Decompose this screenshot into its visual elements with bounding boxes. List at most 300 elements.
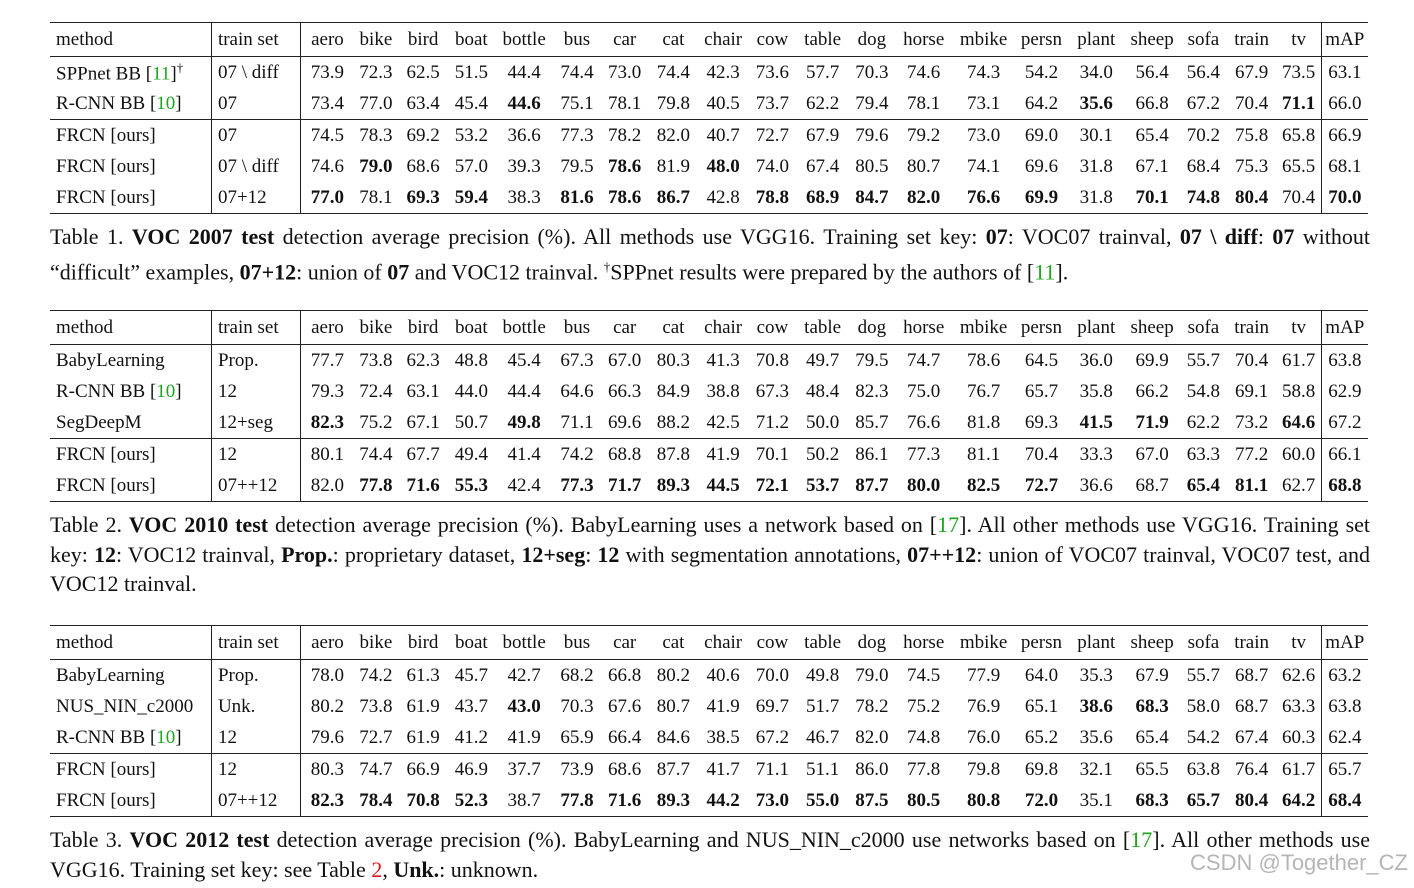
column-header: mAP (1321, 626, 1368, 660)
value-cell: 73.7 (755, 93, 790, 114)
value-cell: 68.3 (1135, 696, 1169, 717)
method-name: FRCN [ours] (56, 475, 156, 496)
method-cell (50, 691, 211, 722)
caption-text: and VOC12 trainval. (409, 258, 604, 284)
value-cell: 41.3 (706, 350, 740, 371)
table-row (50, 376, 1368, 407)
value-cell: 68.8 (600, 439, 649, 471)
citation-link[interactable]: 17 (937, 512, 960, 537)
value-cell: 76.0 (966, 727, 1001, 748)
table-row (50, 151, 1368, 182)
value-cell: 42.3 (706, 62, 740, 83)
value-cell: 82.0 (301, 470, 354, 502)
value-cell: 67.9 (1135, 665, 1169, 686)
value-cell: 82.3 (310, 412, 345, 433)
value-cell: 45.7 (454, 665, 488, 686)
column-header: method (50, 626, 211, 660)
value-cell: 69.3 (398, 182, 448, 214)
value-cell: 66.9 (1321, 120, 1368, 152)
value-cell: 82.5 (953, 470, 1015, 502)
value-cell: 49.7 (806, 350, 840, 371)
value-cell: 64.2 (1024, 93, 1059, 114)
value-cell: 67.3 (560, 350, 594, 371)
train-set-cell: 07++12 (211, 470, 300, 502)
value-cell: 75.1 (560, 93, 594, 114)
method-cell (50, 120, 211, 152)
value-cell: 67.3 (755, 381, 790, 402)
value-cell: 56.4 (1186, 62, 1221, 83)
value-cell: 82.3 (855, 381, 889, 402)
table-row (50, 57, 1368, 89)
value-cell: 78.8 (749, 182, 797, 214)
value-cell: 66.1 (1321, 439, 1368, 471)
value-cell: 64.6 (1277, 407, 1322, 439)
value-cell: 62.9 (1328, 381, 1362, 402)
value-cell: 89.3 (649, 470, 698, 502)
value-cell: 41.5 (1079, 412, 1113, 433)
caption-key: 07++12 (907, 541, 977, 567)
value-cell: 38.7 (495, 785, 554, 817)
value-cell: 67.1 (1135, 156, 1169, 177)
method-name: BabyLearning (56, 350, 165, 371)
table-row (50, 660, 1368, 692)
value-cell: 76.4 (1227, 754, 1277, 786)
value-cell: 38.6 (1079, 696, 1113, 717)
column-header: sheep (1124, 23, 1180, 57)
value-cell: 78.6 (608, 156, 642, 177)
value-cell: 40.7 (698, 120, 749, 152)
value-cell: 50.0 (806, 412, 840, 433)
value-cell: 54.2 (1186, 727, 1221, 748)
train-set-cell: Prop. (211, 345, 300, 377)
value-cell: 68.7 (1235, 665, 1269, 686)
value-cell: 74.2 (554, 439, 601, 471)
value-cell: 74.0 (755, 156, 790, 177)
caption-key: 07 (985, 224, 1008, 249)
value-cell: 36.6 (1068, 470, 1124, 502)
value-cell: 67.4 (806, 156, 840, 177)
value-cell: 73.0 (608, 62, 642, 83)
value-cell: 50.7 (454, 412, 488, 433)
value-cell: 87.5 (849, 785, 895, 817)
value-cell: 35.6 (1079, 727, 1113, 748)
value-cell: 79.2 (895, 120, 953, 152)
value-cell: 77.0 (301, 182, 354, 214)
value-cell: 44.6 (507, 93, 541, 114)
value-cell: 70.1 (749, 439, 797, 471)
value-cell: 84.7 (849, 182, 895, 214)
method-cell (50, 439, 211, 471)
column-header: car (600, 626, 649, 660)
caption-text: : union of (296, 258, 388, 284)
value-cell: 69.3 (1024, 412, 1059, 433)
train-set-cell: 07 \ diff (211, 151, 300, 182)
value-cell: 62.6 (1277, 660, 1322, 692)
value-cell: 41.9 (706, 696, 740, 717)
column-header: bird (398, 626, 448, 660)
value-cell: 63.1 (406, 381, 440, 402)
column-header: bike (354, 23, 399, 57)
train-set-cell: 12+seg (211, 407, 300, 439)
column-header: plant (1068, 311, 1124, 345)
value-cell: 61.9 (406, 696, 440, 717)
value-cell: 70.8 (755, 350, 790, 371)
value-cell: 69.2 (398, 120, 448, 152)
value-cell: 75.3 (1235, 156, 1269, 177)
value-cell: 48.0 (706, 156, 740, 177)
value-cell: 80.8 (953, 785, 1015, 817)
value-cell: 69.6 (1024, 156, 1059, 177)
column-header: sheep (1124, 311, 1180, 345)
value-cell: 74.5 (301, 120, 354, 152)
dagger-mark: † (176, 60, 184, 76)
value-cell: 45.4 (454, 93, 488, 114)
caption-label: Table 3. (50, 827, 123, 852)
column-header: table (796, 626, 849, 660)
caption-text: : proprietary dataset, (332, 541, 522, 567)
value-cell: 68.9 (796, 182, 849, 214)
value-cell: 71.7 (600, 470, 649, 502)
value-cell: 42.5 (706, 412, 740, 433)
column-header: method (50, 23, 211, 57)
column-header: tv (1277, 626, 1322, 660)
value-cell: 55.7 (1186, 665, 1221, 686)
column-header: cat (649, 626, 698, 660)
column-header: bottle (495, 23, 554, 57)
value-cell: 78.0 (310, 665, 345, 686)
value-cell: 69.8 (1015, 754, 1069, 786)
value-cell: 77.3 (554, 470, 601, 502)
caption-key: 12+seg (521, 541, 586, 567)
caption-key: 07 (1272, 224, 1295, 249)
value-cell: 79.5 (560, 156, 594, 177)
value-cell: 48.4 (806, 381, 840, 402)
citation-link[interactable]: 11 (152, 63, 171, 85)
value-cell: 80.2 (310, 696, 345, 717)
train-set-cell: Prop. (211, 660, 300, 692)
value-cell: 57.0 (454, 156, 488, 177)
value-cell: 89.3 (649, 785, 698, 817)
train-set-cell: 12 (211, 376, 300, 407)
value-cell: 65.7 (1180, 785, 1227, 817)
citation-link[interactable]: 17 (1130, 827, 1153, 852)
value-cell: 41.2 (454, 727, 488, 748)
column-header: persn (1015, 23, 1069, 57)
value-cell: 76.7 (966, 381, 1001, 402)
value-cell: 64.6 (560, 381, 594, 402)
value-cell: 41.7 (698, 754, 749, 786)
table-row (50, 345, 1368, 377)
value-cell: 68.8 (1321, 470, 1368, 502)
column-header: car (600, 311, 649, 345)
value-cell: 74.3 (966, 62, 1001, 83)
value-cell: 41.9 (507, 727, 541, 748)
value-cell: 72.7 (1015, 470, 1069, 502)
value-cell: 70.4 (1235, 93, 1269, 114)
table-row (50, 407, 1368, 439)
value-cell: 53.7 (796, 470, 849, 502)
value-cell: 36.0 (1079, 350, 1113, 371)
value-cell: 73.6 (755, 62, 790, 83)
value-cell: 62.2 (1186, 412, 1221, 433)
value-cell: 77.3 (895, 439, 953, 471)
value-cell: 69.1 (1235, 381, 1269, 402)
value-cell: 80.3 (656, 350, 691, 371)
table-2 (50, 310, 1368, 502)
value-cell: 42.8 (698, 182, 749, 214)
caption-text: detection average precision (%). BabyLearning uses a network based on [ (268, 512, 938, 537)
value-cell: 42.7 (507, 665, 541, 686)
value-cell: 74.8 (907, 727, 941, 748)
caption-key: Unk. (393, 856, 440, 882)
caption-text: : VOC07 trainval, (1007, 224, 1180, 249)
value-cell: 81.1 (953, 439, 1015, 471)
value-cell: 73.9 (310, 62, 345, 83)
value-cell: 69.6 (608, 412, 642, 433)
value-cell: 60.3 (1277, 722, 1322, 754)
value-cell: 63.4 (406, 93, 440, 114)
value-cell: 86.1 (849, 439, 895, 471)
value-cell: 74.7 (907, 350, 941, 371)
value-cell: 74.7 (354, 754, 399, 786)
value-cell: 87.7 (649, 754, 698, 786)
column-header: tv (1277, 23, 1322, 57)
value-cell: 64.5 (1024, 350, 1059, 371)
value-cell: 55.3 (448, 470, 495, 502)
value-cell: 66.2 (1135, 381, 1169, 402)
value-cell: 68.3 (1124, 785, 1180, 817)
caption-title: VOC 2010 test (128, 512, 269, 537)
value-cell: 71.9 (1135, 412, 1169, 433)
table-2-caption (50, 510, 1370, 599)
value-cell: 61.7 (1277, 754, 1322, 786)
table-row (50, 439, 1368, 471)
value-cell: 41.9 (698, 439, 749, 471)
value-cell: 67.0 (608, 350, 642, 371)
value-cell: 77.8 (354, 470, 399, 502)
value-cell: 74.8 (1180, 182, 1227, 214)
column-header: persn (1015, 311, 1069, 345)
value-cell: 67.9 (796, 120, 849, 152)
citation-link[interactable]: 10 (156, 93, 176, 114)
value-cell: 35.6 (1079, 93, 1113, 114)
column-header: table (796, 23, 849, 57)
value-cell: 76.9 (966, 696, 1001, 717)
value-cell: 68.6 (600, 754, 649, 786)
value-cell: 49.8 (507, 412, 541, 433)
value-cell: 67.4 (1235, 727, 1269, 748)
value-cell: 72.7 (359, 727, 393, 748)
value-cell: 33.3 (1068, 439, 1124, 471)
caption-label: Table 1. (50, 224, 124, 249)
method-cell (50, 470, 211, 502)
results-table (50, 22, 1368, 214)
train-set-cell: 12 (211, 754, 300, 786)
value-cell: 78.1 (354, 182, 399, 214)
column-header: cat (649, 23, 698, 57)
value-cell: 52.3 (448, 785, 495, 817)
table-1 (50, 22, 1368, 214)
value-cell: 73.5 (1277, 57, 1322, 89)
method-cell: R-CNN BB [10] (50, 88, 211, 120)
header-row (50, 626, 1368, 660)
value-cell: 80.2 (656, 665, 691, 686)
caption-text: detection average precision (%). All methods use VGG16. Training set key: (274, 224, 986, 249)
table-row (50, 722, 1368, 754)
method-cell: R-CNN BB [10] (50, 722, 211, 754)
table-row (50, 120, 1368, 152)
value-cell: 75.2 (359, 412, 393, 433)
value-cell: 38.8 (706, 381, 740, 402)
column-header: train set (211, 626, 300, 660)
value-cell: 42.4 (495, 470, 554, 502)
value-cell: 46.7 (806, 727, 840, 748)
value-cell: 79.8 (953, 754, 1015, 786)
value-cell: 74.4 (656, 62, 691, 83)
value-cell: 67.2 (1328, 412, 1362, 433)
column-header: horse (895, 311, 953, 345)
value-cell: 67.1 (406, 412, 440, 433)
value-cell: 67.0 (1124, 439, 1180, 471)
value-cell: 65.8 (1277, 120, 1322, 152)
value-cell: 40.6 (706, 665, 740, 686)
column-header: car (600, 23, 649, 57)
column-header: bus (554, 311, 601, 345)
header-row (50, 311, 1368, 345)
value-cell: 87.8 (649, 439, 698, 471)
column-header: cow (749, 311, 797, 345)
value-cell: 65.4 (1124, 120, 1180, 152)
column-header: mAP (1321, 311, 1368, 345)
value-cell: 86.0 (849, 754, 895, 786)
results-table (50, 625, 1368, 817)
column-header: boat (448, 23, 495, 57)
value-cell: 79.4 (855, 93, 889, 114)
column-header: mbike (953, 311, 1015, 345)
value-cell: 70.4 (1235, 350, 1269, 371)
value-cell: 75.8 (1227, 120, 1277, 152)
value-cell: 63.2 (1328, 665, 1362, 686)
value-cell: 43.7 (454, 696, 488, 717)
column-header: aero (301, 626, 354, 660)
value-cell: 78.6 (966, 350, 1001, 371)
value-cell: 64.0 (1024, 665, 1059, 686)
table-row (50, 470, 1368, 502)
citation-link[interactable]: 10 (156, 727, 176, 748)
value-cell: 80.0 (895, 470, 953, 502)
column-header: aero (301, 23, 354, 57)
table-row (50, 691, 1368, 722)
value-cell: 35.8 (1079, 381, 1113, 402)
header-row (50, 23, 1368, 57)
train-set-cell: 12 (211, 439, 300, 471)
column-header: cow (749, 23, 797, 57)
value-cell: 74.6 (907, 62, 941, 83)
value-cell: 81.9 (656, 156, 691, 177)
column-header: boat (448, 311, 495, 345)
value-cell: 69.0 (1015, 120, 1069, 152)
value-cell: 80.1 (301, 439, 354, 471)
citation-link[interactable]: 11 (1034, 258, 1056, 284)
caption-text: without “difficult” examples, (50, 224, 1370, 284)
caption-title: VOC 2012 test (129, 827, 270, 852)
value-cell: 44.0 (454, 381, 488, 402)
value-cell: 70.0 (1321, 182, 1368, 214)
method-cell: SPPnet BB [11]† (50, 57, 211, 89)
column-header: bus (554, 23, 601, 57)
column-header: aero (301, 311, 354, 345)
column-header: bottle (495, 311, 554, 345)
value-cell: 66.8 (608, 665, 642, 686)
value-cell: 72.4 (359, 381, 393, 402)
value-cell: 70.8 (398, 785, 448, 817)
value-cell: 65.2 (1024, 727, 1059, 748)
method-name: FRCN [ours] (56, 790, 156, 811)
column-header: cow (749, 626, 797, 660)
value-cell: 86.7 (649, 182, 698, 214)
column-header: horse (895, 23, 953, 57)
caption-text: : (1257, 224, 1273, 249)
value-cell: 80.4 (1227, 785, 1277, 817)
value-cell: 30.1 (1068, 120, 1124, 152)
column-header: bottle (495, 626, 554, 660)
value-cell: 55.7 (1186, 350, 1221, 371)
column-header: sofa (1180, 626, 1227, 660)
table-reference-link[interactable]: 2 (371, 856, 383, 882)
value-cell: 44.2 (698, 785, 749, 817)
method-cell (50, 785, 211, 817)
value-cell: 73.4 (310, 93, 345, 114)
caption-text: : VOC12 trainval, (115, 541, 282, 567)
value-cell: 71.1 (749, 754, 797, 786)
value-cell: 80.5 (895, 785, 953, 817)
citation-link[interactable]: 10 (156, 381, 176, 402)
caption-text: detection average precision (%). BabyLearning and NUS_NIN_c2000 use networks based on [ (269, 827, 1131, 852)
value-cell: 43.0 (507, 696, 541, 717)
value-cell: 44.4 (507, 381, 541, 402)
value-cell: 72.0 (1015, 785, 1069, 817)
column-header: dog (849, 23, 895, 57)
value-cell: 71.6 (600, 785, 649, 817)
value-cell: 66.9 (398, 754, 448, 786)
caption-key: 07 \ diff (1179, 224, 1258, 249)
value-cell: 65.4 (1180, 470, 1227, 502)
caption-title: VOC 2007 test (131, 224, 275, 249)
value-cell: 78.2 (855, 696, 889, 717)
value-cell: 68.1 (1328, 156, 1362, 177)
value-cell: 84.9 (656, 381, 691, 402)
column-header: chair (698, 626, 749, 660)
column-header: bus (554, 626, 601, 660)
method-name: R-CNN BB (56, 381, 150, 402)
value-cell: 74.4 (354, 439, 399, 471)
value-cell: 70.3 (855, 62, 889, 83)
method-cell (50, 151, 211, 182)
value-cell: 62.5 (406, 62, 440, 83)
column-header: train (1227, 311, 1277, 345)
value-cell: 65.5 (1124, 754, 1180, 786)
column-header: train (1227, 626, 1277, 660)
results-table (50, 310, 1368, 502)
value-cell: 73.0 (749, 785, 797, 817)
value-cell: 63.8 (1328, 350, 1362, 371)
column-header: bike (354, 311, 399, 345)
column-header: bird (398, 23, 448, 57)
value-cell: 82.0 (895, 182, 953, 214)
value-cell: 74.5 (907, 665, 941, 686)
column-header: tv (1277, 311, 1322, 345)
method-name: FRCN [ours] (56, 759, 156, 780)
